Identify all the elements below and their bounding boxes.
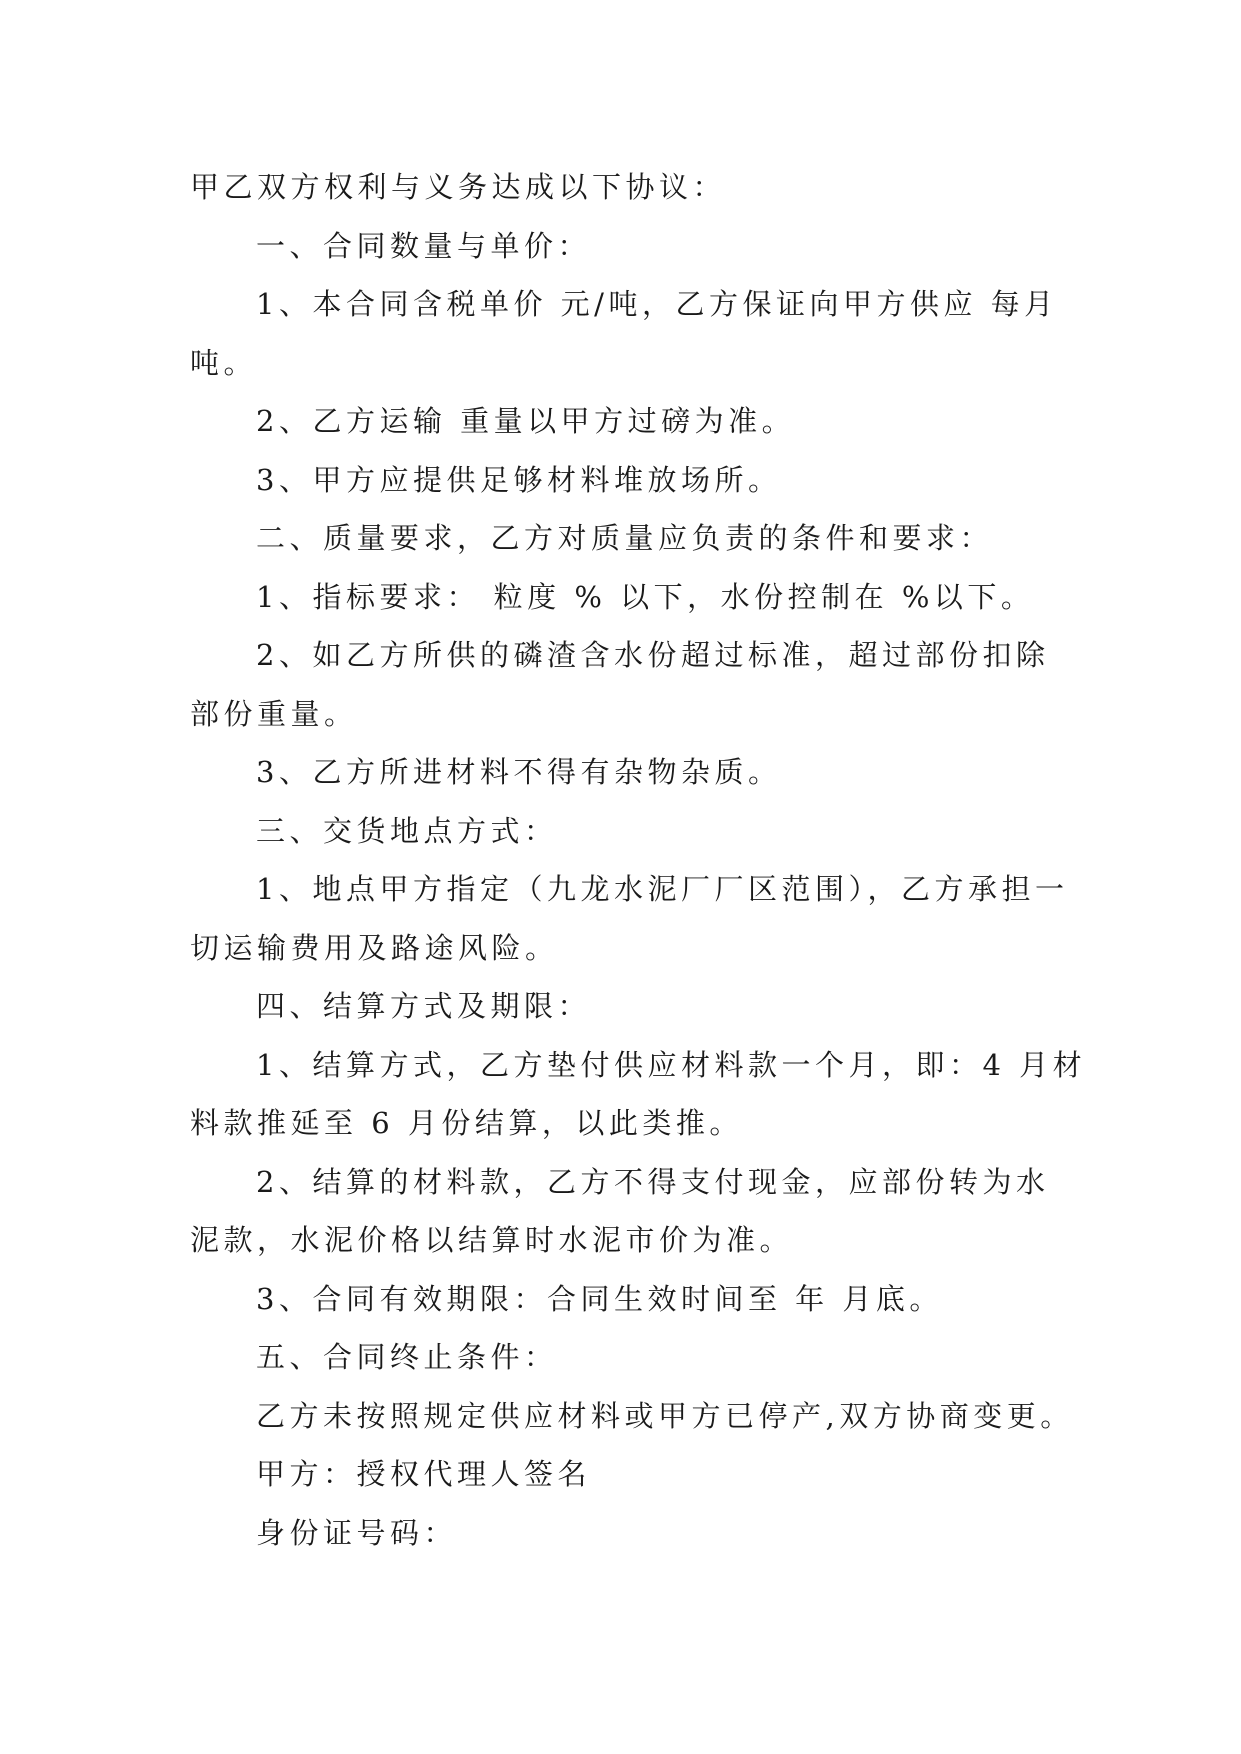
- contract-body: [190, 158, 1087, 1562]
- paragraph-intro: 甲乙双方权利与义务达成以下协议：: [190, 170, 727, 204]
- clause-4-1-continued: 料款推延至 6 月份结算，以此类推。: [190, 1106, 743, 1140]
- clause-1-3: 3、甲方应提供足够材料堆放场所。: [256, 462, 782, 497]
- clause-1-1-continued: 吨。: [190, 345, 258, 380]
- section-heading-3: 三、交货地点方式：: [256, 813, 558, 848]
- clause-2-2: 2、如乙方所供的磷渣含水份超过标准，超过部份扣除: [256, 638, 1050, 672]
- section-heading-1: 一、合同数量与单价：: [256, 228, 592, 263]
- clause-3-1: 1、地点甲方指定（九龙水泥厂厂区范围），乙方承担一: [256, 872, 1069, 906]
- clause-4-3: 3、合同有效期限：合同生效时间至 年 月底。: [256, 1281, 943, 1316]
- clause-5-text: 乙方未按照规定供应材料或甲方已停产,双方协商变更。: [256, 1398, 1074, 1433]
- clause-1-1: 1、本合同含税单价 元/吨，乙方保证向甲方供应 每月: [256, 287, 1058, 321]
- section-heading-2: 二、质量要求，乙方对质量应负责的条件和要求：: [256, 521, 994, 555]
- clause-3-1-continued: 切运输费用及路途风险。: [190, 930, 559, 965]
- clause-4-2-continued: 泥款，水泥价格以结算时水泥市价为准。: [190, 1223, 794, 1257]
- clause-2-3: 3、乙方所进材料不得有杂物杂质。: [256, 755, 782, 789]
- id-number-line: 身份证号码：: [256, 1515, 458, 1550]
- clause-2-2-continued: 部份重量。: [190, 696, 358, 731]
- clause-1-2: 2、乙方运输 重量以甲方过磅为准。: [256, 404, 796, 438]
- clause-4-2: 2、结算的材料款，乙方不得支付现金，应部份转为水: [256, 1164, 1050, 1199]
- section-heading-5: 五、合同终止条件：: [256, 1340, 558, 1374]
- party-a-signature-line: 甲方：授权代理人签名: [256, 1457, 592, 1491]
- section-heading-4: 四、结算方式及期限：: [256, 989, 592, 1023]
- clause-2-1: 1、指标要求： 粒度 % 以下，水份控制在 %以下。: [256, 579, 1035, 614]
- clause-4-1: 1、结算方式，乙方垫付供应材料款一个月，即：4 月材: [256, 1047, 1087, 1082]
